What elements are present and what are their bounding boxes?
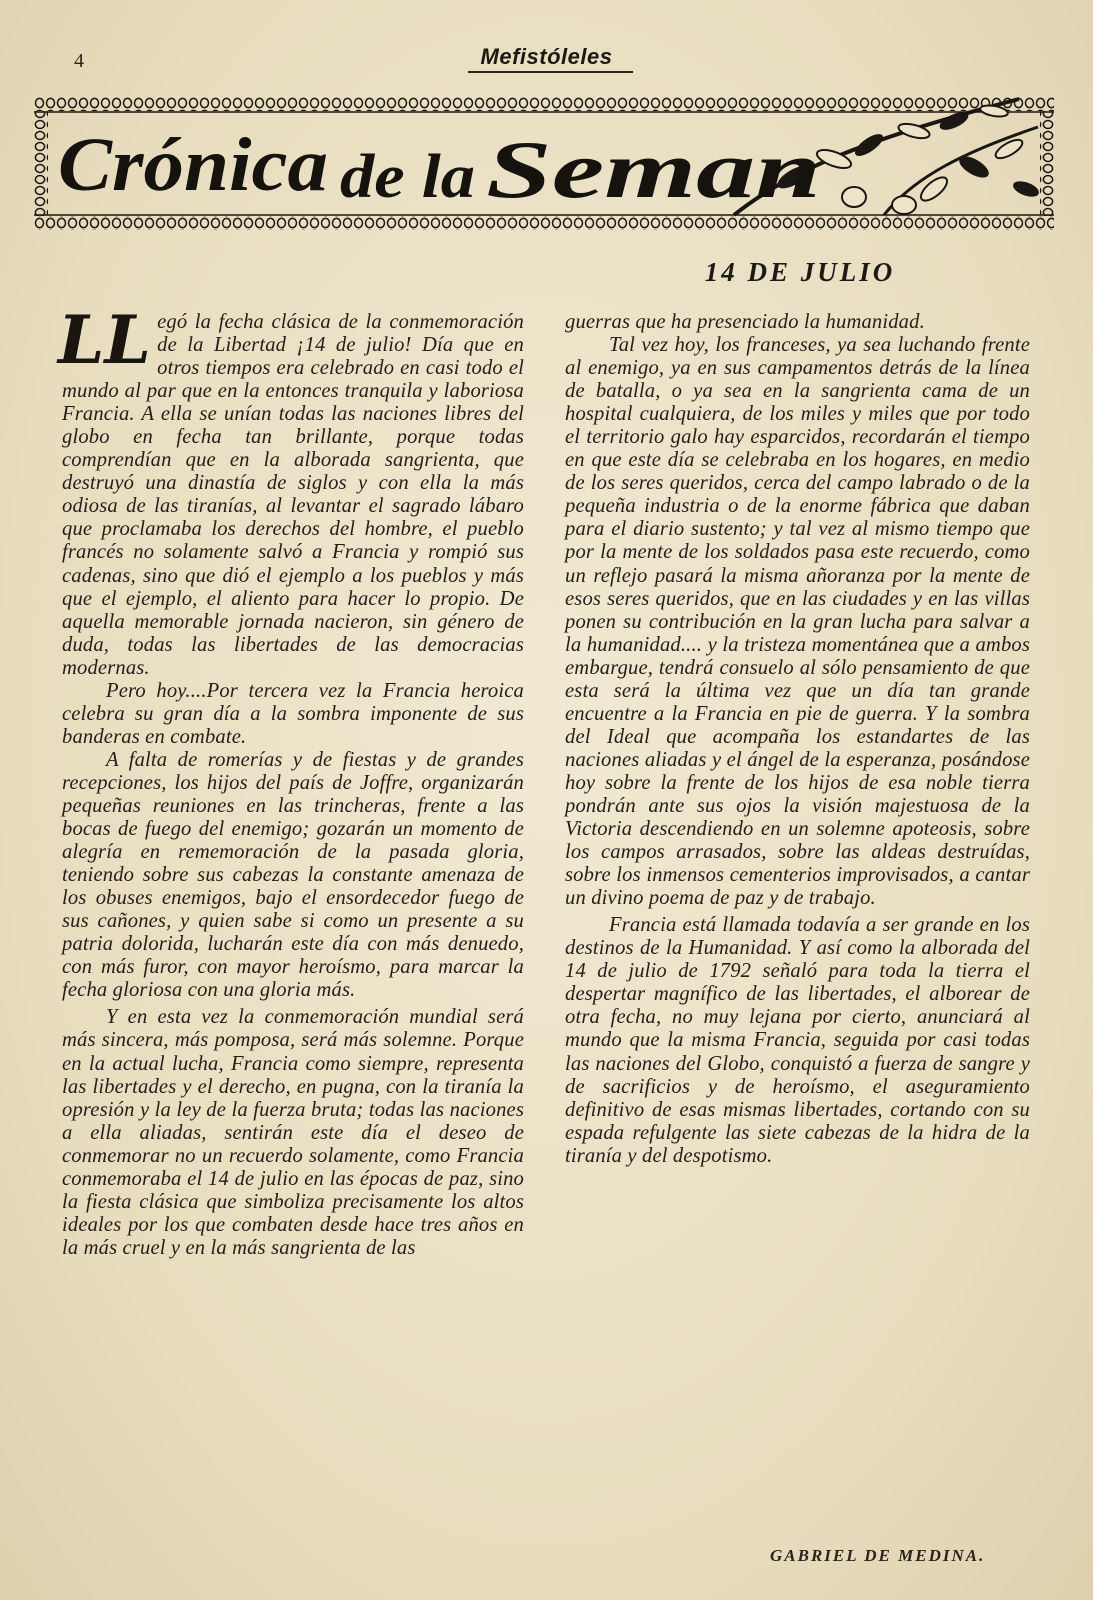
article-paragraph: A falta de romerías y de fiestas y de grandes recepciones, los hijos del país de Joffre, organizarán pequeñas reuniones en las trincheras, frente a las bocas de fuego del enemigo; gozarán un momento de alegría en rememoración de la pasada gloria, teniendo sobre sus cabezas la constante amenaza de los obuses enemigos, bajo el ensordecedor fuego de sus cañones, y quien sabe si como un presente a su patria dolorida, lucharán este día con más denuedo, con más furor, con mayor heroísmo, para marcar la fecha gloriosa con una gloria más. [62,748,524,1002]
banner-word-semana: Seman [486,124,821,215]
article-paragraph: guerras que ha presenciado la humanidad. [565,311,925,333]
banner-border-top [34,97,1054,111]
section-banner [34,97,1054,232]
article-title: 14 DE JULIO [704,257,896,287]
banner-word-cronica: Crónica [58,123,328,207]
running-title: Mefistóleles [480,44,613,69]
article-paragraph: Y en esta vez la conmemoración mundial será más sincera, más pomposa, será más solemne. Porque en la actual lucha, Francia como siempre, representa las libertades y el derecho, en pugna, con la tiranía la opresión y la ley de la fuerza bruta; todas las naciones a ella aliadas, sentirán este día el deseo de conmemorar no un recuerdo solamente, como Francia conmemoraba el 14 de julio en las épocas de paz, sino la fiesta clásica que simboliza precisamente los altos ideales por los que combaten desde hace tres años en la más cruel y en la más sangrienta de las [62,1006,524,1259]
banner-border-right [1040,111,1054,216]
banner-word-dela: de la [340,143,475,211]
author-signature: GABRIEL DE MEDINA. [770,1546,986,1565]
drop-cap: LL [58,301,152,379]
article-paragraph: Francia está llamada todavía a ser grande en los destinos de la Humanidad. Y así como la alborada del 14 de julio de 1792 señaló para toda la tierra el despertar magnífico de las libertades, el alborear de otra fecha, no muy lejana por cierto, anunciará al mundo que la misma Francia, seguida por casi todas las naciones del Globo, conquistó a fuerza de sangre y de sacrificios y de heroísmo, el aseguramiento definitivo de esas mismas libertades, cortando con su espada refulgente las siete cabezas de la hidra de la tiranía y del despotismo. [565,914,1030,1167]
article-column-left [58,301,524,1260]
article-paragraph: Pero hoy....Por tercera vez la Francia heroica celebra su gran día a la sombra imponente de sus banderas en combate. [62,679,524,748]
article-paragraph: LL egó la fecha clásica de la conmemoración de la Libertad ¡14 de julio! Día que en otros tiempos era celebrado en casi todo el mundo al par que en la entonces tranquila y laboriosa Francia. A ella se unían todas las naciones libres del globo en fecha tan brillante, porque todas comprendían que en la alborada sangrienta, que destruyó una dinastía de siglos y con ella la más odiosa de las tiranías, al levantar el sagrado lábaro que proclamaba los derechos del hombre, el pueblo francés no solamente salvó a Francia y rompió sus cadenas, sino que dió el ejemplo a los pueblos y más que el ejemplo, el aliento para hacer lo propio. De aquella memorable jornada nacieron, sin género de duda, todas las libertades de las democracias modernas. [58,301,524,679]
running-title-underline [468,71,633,73]
banner-border-left [34,111,48,216]
banner-border-bottom [34,216,1054,230]
page-number: 4 [74,50,84,72]
article-paragraph: Tal vez hoy, los franceses, ya sea luchando frente al enemigo, ya en sus campamentos detrás de la línea de batalla, o ya sea en la sangrienta cama de un hospital cualquiera, de los miles y miles que por todo el territorio galo hay esparcidos, recordarán el tiempo en que este día se celebraba en los hogares, en medio de los seres queridos, cerca del campo labrado o de la pequeña industria o de la enorme fábrica que daban para el diario sustento; y tal vez al mismo tiempo que por la mente de los soldados pasa este recuerdo, como un reflejo pasará la misma añoranza por la mente de esos seres queridos, que en las ciudades y en las villas ponen su contribución en la gran lucha para salvar a la humanidad.... y la tristeza momentánea que a ambos embargue, tendrá consuelo al sólo pensamiento de que esta será la última vez que un día tan grande encuentre a la Francia en pie de guerra. Y la sombra del Ideal que acompaña los estandartes de las naciones aliadas y el ángel de la esperanza, posándose hoy sobre la frente de los hijos de esa noble tierra pondrán ante sus ojos la visión majestuosa de la Victoria descendiendo en un solemne apoteosis, sobre los campos arrasados, sobre las aldeas destruídas, sobre los inmensos cementerios improvisados, a cantar un divino poema de paz y de trabajo. [565,334,1030,910]
article-column-right [565,311,1030,1168]
